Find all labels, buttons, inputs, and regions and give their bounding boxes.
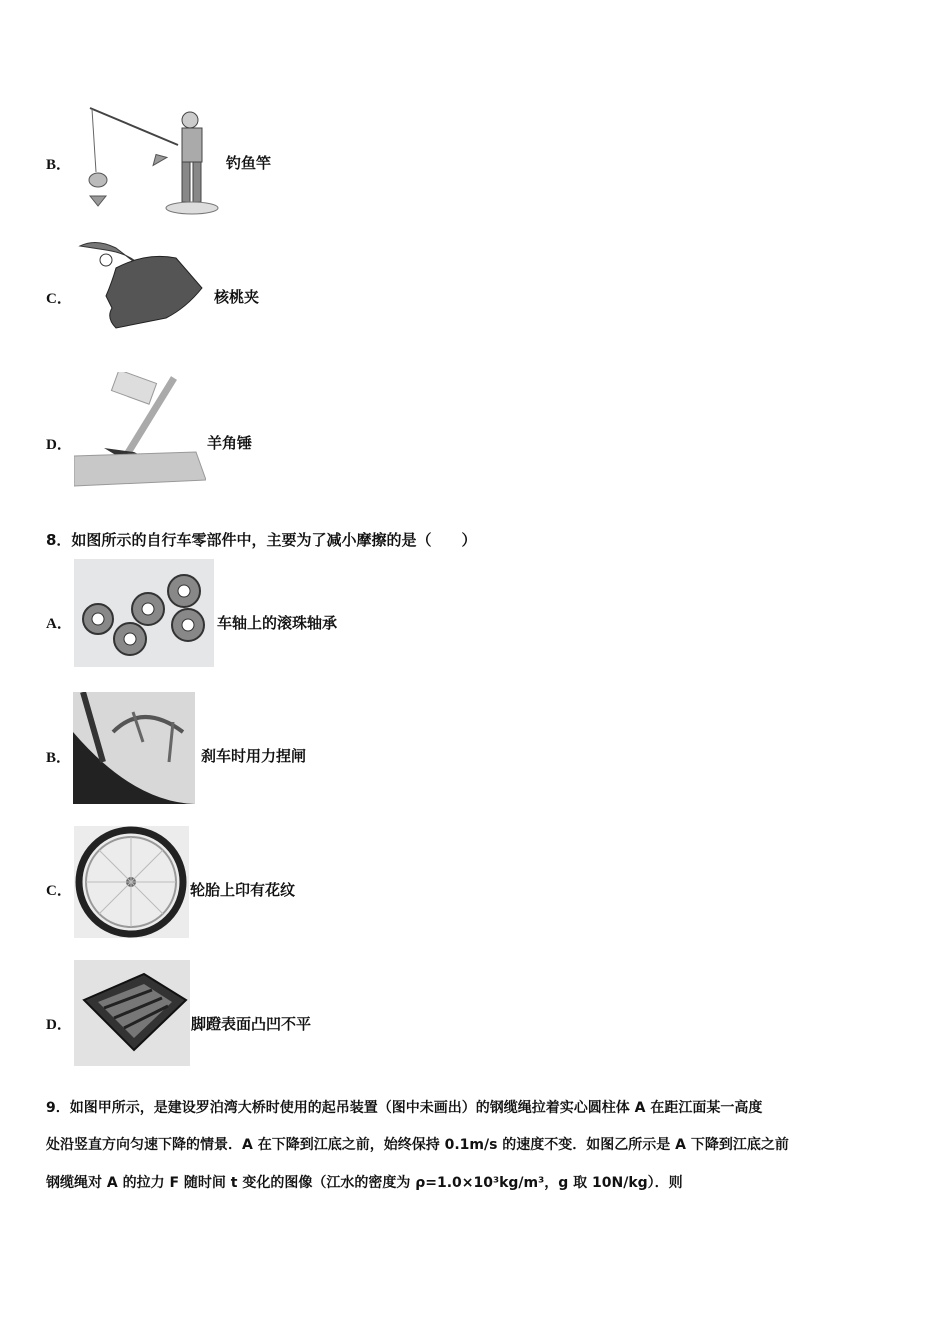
fishing-rod-image (78, 100, 220, 218)
option-letter-d: D． (46, 1017, 72, 1033)
claw-hammer-image (74, 372, 206, 488)
option-label-ball-bearings: 车轴上的滚珠轴承 (217, 614, 338, 632)
option-letter-c: C． (46, 291, 72, 307)
bike-tire-image (74, 826, 189, 938)
option-label-bike-pedal: 脚蹬表面凸凹不平 (191, 1015, 312, 1033)
question-9-line-1: 9．如图甲所示，是建设罗泊湾大桥时使用的起吊装置（图中未画出）的钢缆绳拉着实心圆柱体 A 在距江面某一高度 (46, 1100, 763, 1116)
option-letter-c: C． (46, 883, 72, 899)
bike-brake-image (73, 692, 195, 804)
bike-pedal-image (74, 960, 190, 1066)
option-label-bike-brake: 刹车时用力捏闸 (201, 747, 307, 765)
option-label-nutcracker: 核桃夹 (214, 288, 260, 306)
option-letter-d: D． (46, 437, 72, 453)
option-label-fishing-rod: 钓鱼竿 (226, 154, 272, 172)
nutcracker-image (76, 238, 206, 334)
question-9-line-2: 处沿竖直方向匀速下降的情景．A 在下降到江底之前，始终保持 0.1m/s 的速度不变．如图乙所示是 A 下降到江底之前 (46, 1137, 789, 1153)
option-letter-a: A． (46, 616, 72, 632)
ball-bearings-image (74, 559, 214, 667)
question-8-stem: 8．如图所示的自行车零部件中，主要为了减小摩擦的是（ ） (46, 531, 477, 549)
option-letter-b: B． (46, 157, 72, 173)
option-letter-b: B． (46, 750, 72, 766)
option-label-claw-hammer: 羊角锤 (207, 434, 253, 452)
option-label-bike-tire: 轮胎上印有花纹 (190, 881, 296, 899)
question-9-line-3: 钢缆绳对 A 的拉力 F 随时间 t 变化的图像（江水的密度为 ρ=1.0×10³kg/m³，g 取 10N/kg）．则 (46, 1175, 683, 1191)
